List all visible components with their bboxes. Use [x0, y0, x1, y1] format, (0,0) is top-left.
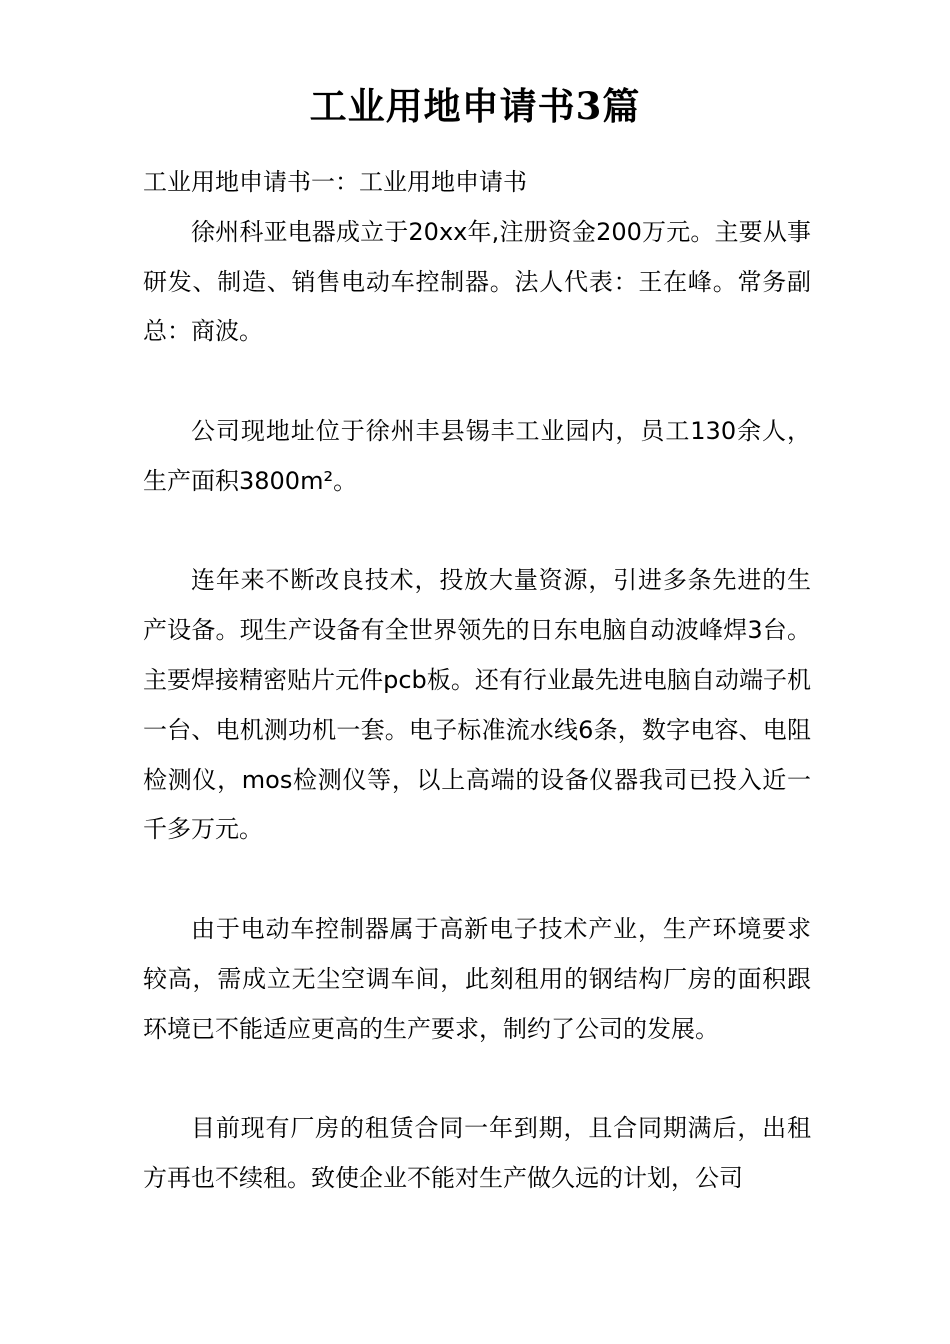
paragraph-company-intro: 徐州科亚电器成立于20xx年,注册资金200万元。主要从事研发、制造、销售电动车控制器。法人代表：王在峰。常务副总：商波。: [143, 217, 811, 346]
paragraph-address: 公司现地址位于徐州丰县锡丰工业园内，员工130余人，生产面积3800m²。: [143, 416, 811, 495]
paragraph-lease: 目前现有厂房的租赁合同一年到期，且合同期满后，出租方再也不续租。致使企业不能对生产做久远的计划，公司: [143, 1114, 811, 1192]
document-body: [143, 158, 811, 1204]
section-heading: 工业用地申请书一：工业用地申请书: [143, 168, 527, 196]
paragraph-environment: 由于电动车控制器属于高新电子技术产业，生产环境要求较高，需成立无尘空调车间，此刻租用的钢结构厂房的面积跟环境已不能适应更高的生产要求，制约了公司的发展。: [143, 914, 811, 1043]
document-title: 工业用地申请书3篇: [309, 84, 641, 128]
paragraph-equipment: 连年来不断改良技术，投放大量资源，引进多条先进的生产设备。现生产设备有全世界领先的日东电脑自动波峰焊3台。主要焊接精密贴片元件pcb板。还有行业最先进电脑自动端子机一台、电机测功机一套。电子标准流水线6条，数字电容、电阻检测仪，mos检测仪等，以上高端的设备仪器我司已投入近一千多万元。: [143, 566, 811, 844]
